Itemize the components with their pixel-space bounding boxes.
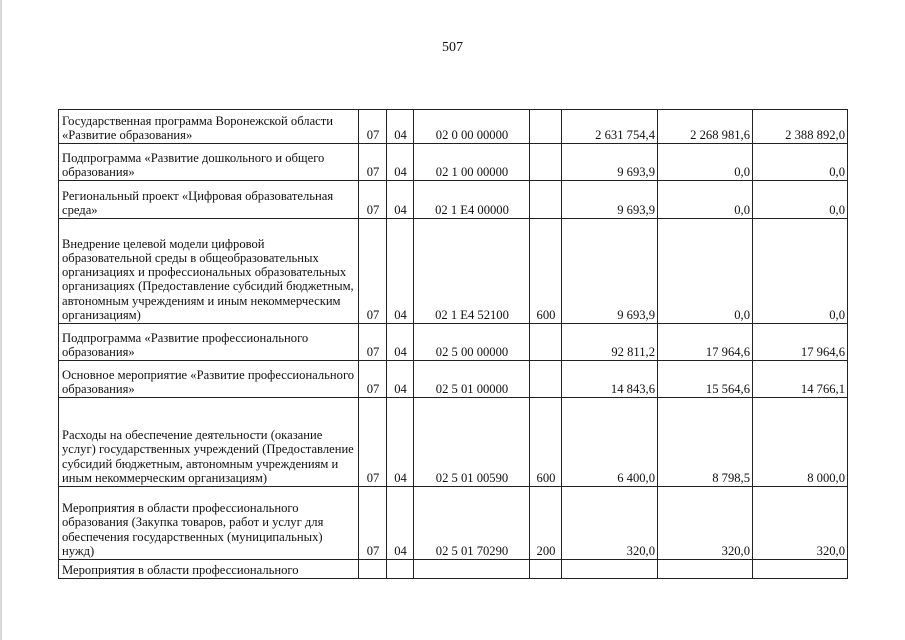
page-number: 507 [442, 40, 463, 55]
row-amount-1: 92 811,2 [562, 324, 658, 361]
row-section: 07 [359, 219, 387, 324]
row-expense-type [530, 144, 562, 181]
table-row [59, 361, 848, 398]
row-section: 07 [359, 181, 387, 219]
table-row [59, 219, 848, 324]
row-name-text: Основное мероприятие «Развитие профессионального образования» [62, 367, 355, 396]
row-target-article: 02 1 E4 00000 [414, 181, 530, 219]
row-name [59, 560, 359, 579]
row-amount-2: 2 268 981,6 [658, 110, 753, 144]
row-amount-3: 14 766,1 [753, 361, 848, 398]
row-name [59, 219, 359, 324]
table-row [59, 560, 848, 579]
row-amount-2: 0,0 [658, 219, 753, 324]
row-section [359, 560, 387, 579]
row-amount-3: 320,0 [753, 487, 848, 560]
row-target-article: 02 0 00 00000 [414, 110, 530, 144]
row-name-text: Подпрограмма «Развитие дошкольного и общего образования» [62, 150, 325, 179]
table-row [59, 110, 848, 144]
row-section: 07 [359, 398, 387, 487]
row-name-text: Внедрение целевой модели цифровой образовательной среды в общеобразовательных организациях и профессиональных образовательных организациях (Предоставление субсидий бюджетным, автономным учреждениям и иным некоммерческим организациям) [62, 236, 354, 322]
row-name-text: Мероприятия в области профессионального образования (Закупка товаров, работ и услуг для обеспечения государственных (муниципальных) нужд) [62, 501, 324, 558]
row-expense-type: 200 [530, 487, 562, 560]
row-amount-3: 0,0 [753, 219, 848, 324]
row-amount-2: 0,0 [658, 181, 753, 219]
row-amount-1 [562, 560, 658, 579]
row-target-article: 02 5 00 00000 [414, 324, 530, 361]
row-target-article: 02 1 E4 52100 [414, 219, 530, 324]
row-amount-2: 8 798,5 [658, 398, 753, 487]
row-amount-1: 6 400,0 [562, 398, 658, 487]
row-section: 07 [359, 324, 387, 361]
row-subsection: 04 [387, 144, 414, 181]
row-subsection: 04 [387, 219, 414, 324]
row-amount-2 [658, 560, 753, 579]
page-left-edge [0, 0, 2, 640]
row-amount-3: 8 000,0 [753, 398, 848, 487]
row-subsection: 04 [387, 487, 414, 560]
row-amount-3: 17 964,6 [753, 324, 848, 361]
row-expense-type: 600 [530, 219, 562, 324]
row-name-text: Мероприятия в области профессионального [62, 562, 299, 577]
row-amount-2: 320,0 [658, 487, 753, 560]
row-expense-type [530, 560, 562, 579]
row-amount-2: 15 564,6 [658, 361, 753, 398]
row-amount-1: 14 843,6 [562, 361, 658, 398]
row-subsection: 04 [387, 361, 414, 398]
row-target-article [414, 560, 530, 579]
row-name-text: Подпрограмма «Развитие профессионального образования» [62, 330, 309, 359]
row-amount-1: 9 693,9 [562, 181, 658, 219]
row-name-text: Государственная программа Воронежской области «Развитие образования» [62, 113, 333, 142]
row-subsection: 04 [387, 324, 414, 361]
row-amount-3: 0,0 [753, 144, 848, 181]
row-section: 07 [359, 361, 387, 398]
row-name [59, 361, 359, 398]
row-amount-3 [753, 560, 848, 579]
row-target-article: 02 5 01 70290 [414, 487, 530, 560]
row-name-text: Расходы на обеспечение деятельности (оказание услуг) государственных учреждений (Предоставление субсидий бюджетным, автономным учреждениям и иным некоммерческим организациям) [62, 428, 354, 485]
table-row [59, 487, 848, 560]
row-amount-2: 17 964,6 [658, 324, 753, 361]
row-subsection: 04 [387, 181, 414, 219]
row-subsection: 04 [387, 110, 414, 144]
row-name-text: Региональный проект «Цифровая образовательная среда» [62, 188, 334, 217]
row-amount-1: 9 693,9 [562, 219, 658, 324]
row-amount-1: 320,0 [562, 487, 658, 560]
row-subsection: 04 [387, 398, 414, 487]
row-section: 07 [359, 487, 387, 560]
row-expense-type [530, 181, 562, 219]
row-expense-type [530, 361, 562, 398]
row-name [59, 181, 359, 219]
row-expense-type [530, 110, 562, 144]
row-amount-3: 0,0 [753, 181, 848, 219]
table-row [59, 398, 848, 487]
row-name [59, 487, 359, 560]
row-amount-1: 9 693,9 [562, 144, 658, 181]
row-amount-3: 2 388 892,0 [753, 110, 848, 144]
table-row [59, 324, 848, 361]
row-name [59, 110, 359, 144]
row-subsection [387, 560, 414, 579]
row-target-article: 02 5 01 00590 [414, 398, 530, 487]
row-section: 07 [359, 144, 387, 181]
row-expense-type: 600 [530, 398, 562, 487]
row-name [59, 144, 359, 181]
row-name [59, 398, 359, 487]
table-row [59, 181, 848, 219]
row-expense-type [530, 324, 562, 361]
row-amount-1: 2 631 754,4 [562, 110, 658, 144]
row-target-article: 02 5 01 00000 [414, 361, 530, 398]
row-section: 07 [359, 110, 387, 144]
table-row [59, 144, 848, 181]
row-name [59, 324, 359, 361]
row-target-article: 02 1 00 00000 [414, 144, 530, 181]
budget-table [58, 109, 848, 579]
row-amount-2: 0,0 [658, 144, 753, 181]
